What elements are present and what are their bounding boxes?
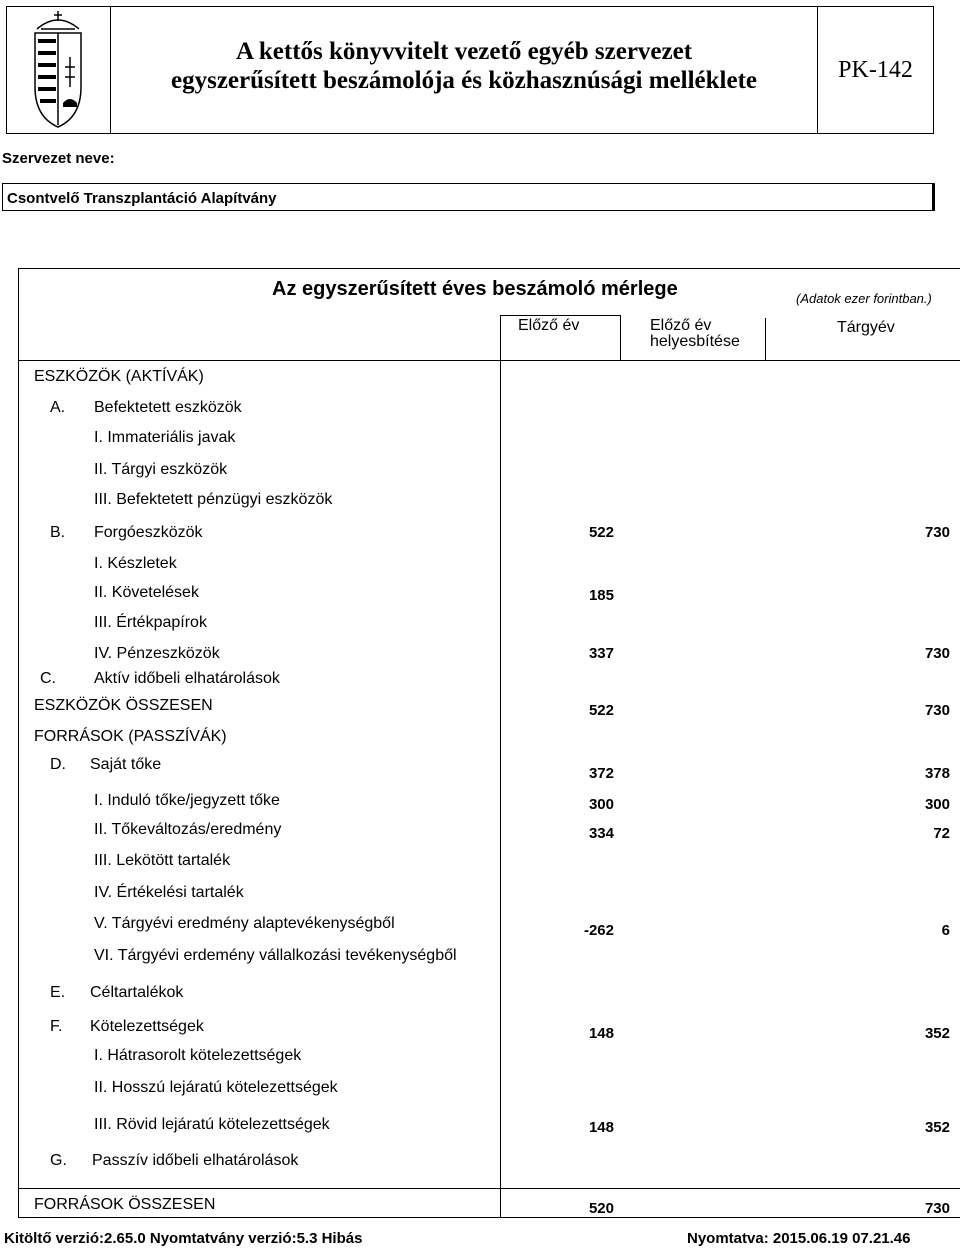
footer-version: Kitöltő verzió:2.65.0 Nyomtatvány verzió:5.3 Hibás <box>4 1230 363 1247</box>
row-label: ESZKÖZÖK (AKTÍVÁK) <box>34 368 204 385</box>
row-label: I. Hátrasorolt kötelezettségek <box>94 1047 302 1064</box>
row-label: I. Készletek <box>94 555 177 572</box>
row-label: II. Tőkeváltozás/eredmény <box>94 821 282 838</box>
row-label: Passzív időbeli elhatárolások <box>92 1152 299 1169</box>
row-label: I. Induló tőke/jegyzett tőke <box>94 792 280 809</box>
value-current-year: 72 <box>933 825 950 842</box>
unit-note: (Adatok ezer forintban.) <box>796 291 932 306</box>
row-label: FORRÁSOK (PASSZÍVÁK) <box>34 728 227 745</box>
row-label: I. Immateriális javak <box>94 429 236 446</box>
row-code: C. <box>40 670 56 687</box>
value-prev-year: 148 <box>588 1119 614 1136</box>
value-prev-year: 300 <box>588 796 614 813</box>
row-label: III. Befektetett pénzügyi eszközök <box>94 491 333 508</box>
row-label: Kötelezettségek <box>90 1018 204 1035</box>
table-title: Az egyszerűsített éves beszámoló mérlege <box>272 278 678 300</box>
value-current-year: 6 <box>941 922 950 939</box>
form-header <box>6 6 934 134</box>
value-current-year: 378 <box>924 765 950 782</box>
row-label: Forgóeszközök <box>94 524 203 541</box>
value-prev-year: -262 <box>583 922 614 939</box>
row-code: G. <box>50 1152 67 1169</box>
row-label: ESZKÖZÖK ÖSSZESEN <box>34 697 213 714</box>
col-header-adj-1: Előző év <box>650 317 712 334</box>
title-line-1: A kettős könyvvitelt vezető egyéb szervezet <box>235 38 693 65</box>
row-label: Aktív időbeli elhatárolások <box>94 670 280 687</box>
org-name-label: Szervezet neve: <box>2 150 115 167</box>
row-label: II. Tárgyi eszközök <box>94 461 228 478</box>
value-current-year: 352 <box>924 1119 950 1136</box>
footer-printed: Nyomtatva: 2015.06.19 07.21.46 <box>687 1230 911 1247</box>
value-prev-year: 522 <box>588 524 614 541</box>
row-code: E. <box>50 984 66 1001</box>
row-label: IV. Pénzeszközök <box>94 645 220 662</box>
value-prev-year: 337 <box>588 645 614 662</box>
row-label: III. Értékpapírok <box>94 614 207 631</box>
value-current-year: 730 <box>924 1200 950 1217</box>
row-label: V. Tárgyévi eredmény alaptevékenységből <box>94 915 395 932</box>
value-current-year: 730 <box>924 645 950 662</box>
value-prev-year: 334 <box>588 825 614 842</box>
org-name-field <box>2 183 935 211</box>
col-header-current: Tárgyév <box>837 319 895 336</box>
value-prev-year: 148 <box>588 1025 614 1042</box>
col-header-prev: Előző év <box>518 317 580 334</box>
row-code: F. <box>50 1018 63 1035</box>
value-current-year: 730 <box>924 702 950 719</box>
value-current-year: 730 <box>924 524 950 541</box>
col-header-adj-2: helyesbítése <box>650 333 740 350</box>
row-label: III. Lekötött tartalék <box>94 852 231 869</box>
title-line-2: egyszerűsített beszámolója és közhasznúsági melléklete <box>171 67 757 94</box>
row-label: VI. Tárgyévi erdemény vállalkozási tevékenységből <box>94 947 457 964</box>
row-code: D. <box>50 756 66 773</box>
value-prev-year: 185 <box>588 587 614 604</box>
value-prev-year: 372 <box>588 765 614 782</box>
value-prev-year: 520 <box>588 1200 614 1217</box>
row-label: Céltartalékok <box>90 984 184 1001</box>
value-current-year: 352 <box>924 1025 950 1042</box>
row-label: Saját tőke <box>90 756 162 773</box>
row-label: II. Követelések <box>94 584 199 601</box>
row-label: Befektetett eszközök <box>94 399 242 416</box>
row-label: III. Rövid lejáratú kötelezettségek <box>94 1116 330 1133</box>
value-current-year: 300 <box>924 796 950 813</box>
row-code: B. <box>50 524 66 541</box>
form-title <box>111 7 818 133</box>
form-code: PK-142 <box>838 56 913 83</box>
row-code: A. <box>50 399 66 416</box>
row-label: II. Hosszú lejáratú kötelezettségek <box>94 1079 338 1096</box>
row-label: IV. Értékelési tartalék <box>94 884 244 901</box>
org-name-value: Csontvelő Transzplantáció Alapítvány <box>7 190 277 207</box>
value-prev-year: 522 <box>588 702 614 719</box>
row-label: FORRÁSOK ÖSSZESEN <box>34 1196 216 1213</box>
hungarian-coat-of-arms-icon <box>7 7 111 133</box>
